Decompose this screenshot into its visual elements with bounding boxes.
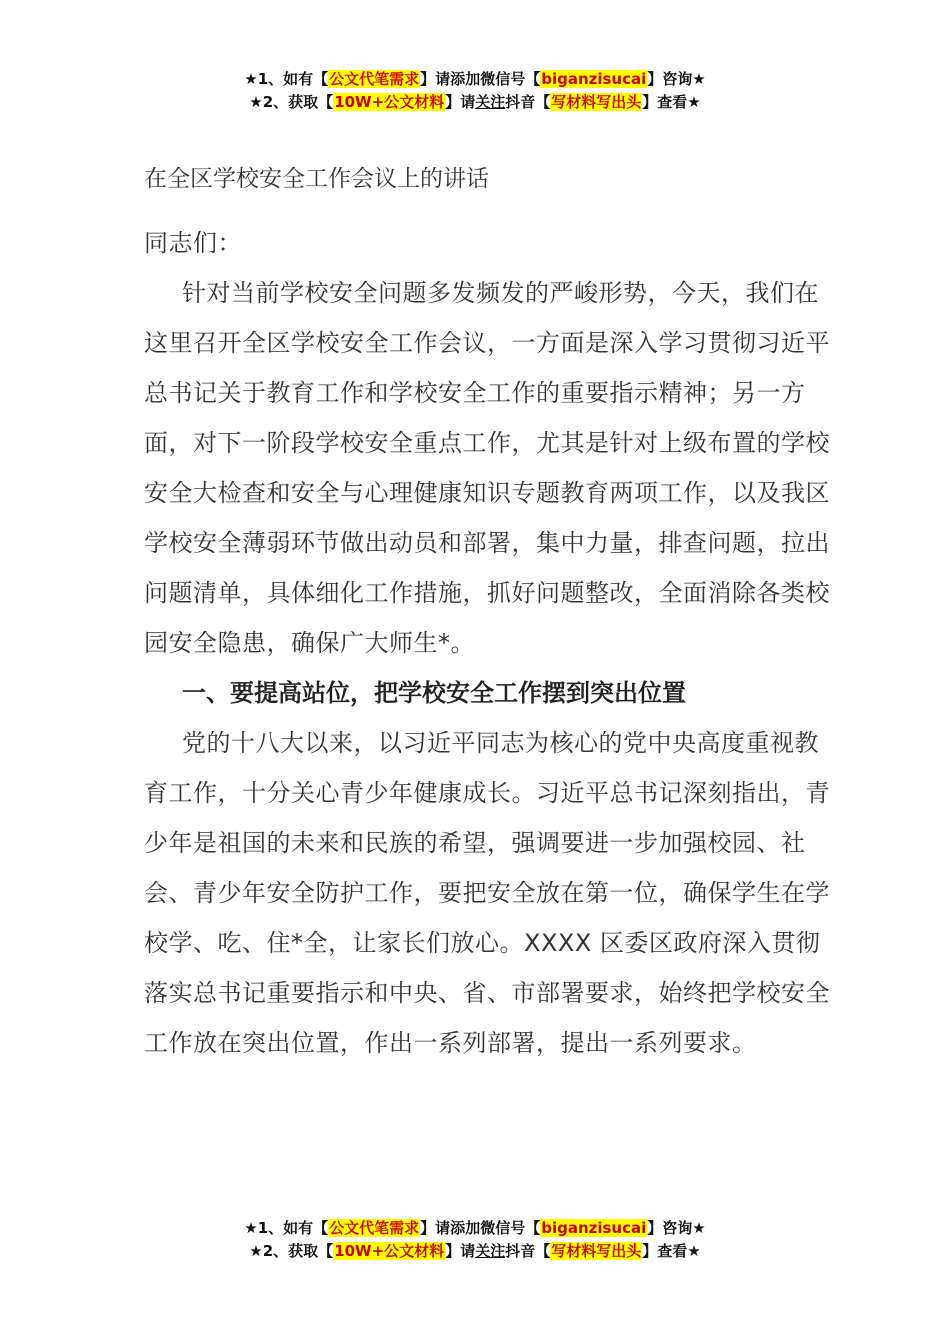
highlight-wechat-id: biganzisucai <box>541 70 647 88</box>
highlight-materials: 10W+公文材料 <box>334 1242 445 1260</box>
document-body <box>144 160 834 1068</box>
highlight-materials: 10W+公文材料 <box>334 93 445 111</box>
highlight-service: 公文代笔需求 <box>329 70 420 88</box>
paragraph-2: 党的十八大以来，以习近平同志为核心的党中央高度重视教育工作，十分关心青少年健康成长。习近平总书记深刻指出，青少年是祖国的未来和民族的希望，强调要进一步加强校园、社会、青少年安全防护工作，要把安全放在第一位，确保学生在学校学、吃、住*全，让家长们放心。XXXX 区委区政府深入贯彻落实总书记重要指示和中央、省、市部署要求，始终把学校安全工作放在突出位置，作出一系列部署，提出一系列要求。 <box>144 729 830 1057</box>
highlight-wechat-id: biganzisucai <box>541 1219 647 1237</box>
banner-line-2: ★2、获取【10W+公文材料】请关注抖音【写材料写出头】查看★ <box>249 93 701 111</box>
salutation: 同志们： <box>144 229 242 257</box>
footer-banner <box>0 1217 950 1263</box>
banner-line-2: ★2、获取【10W+公文材料】请关注抖音【写材料写出头】查看★ <box>249 1242 701 1260</box>
banner-line-1: ★1、如有【公文代笔需求】请添加微信号【biganzisucai】咨询★ <box>244 70 706 88</box>
banner-line-1: ★1、如有【公文代笔需求】请添加微信号【biganzisucai】咨询★ <box>244 1219 706 1237</box>
highlight-douyin-account: 写材料写出头 <box>551 93 642 111</box>
section-heading-1: 一、要提高站位，把学校安全工作摆到突出位置 <box>182 679 686 707</box>
highlight-service: 公文代笔需求 <box>329 1219 420 1237</box>
header-banner <box>0 68 950 114</box>
highlight-douyin-account: 写材料写出头 <box>551 1242 642 1260</box>
paragraph-1: 针对当前学校安全问题多发频发的严峻形势，今天，我们在这里召开全区学校安全工作会议，一方面是深入学习贯彻习近平总书记关于教育工作和学校安全工作的重要指示精神；另一方面，对下一阶段学校安全重点工作，尤其是针对上级布置的学校安全大检查和安全与心理健康知识专题教育两项工作，以及我区学校安全薄弱环节做出动员和部署，集中力量，排查问题，拉出问题清单，具体细化工作措施，抓好问题整改，全面消除各类校园安全隐患，确保广大师生*。 <box>144 279 830 657</box>
document-title: 在全区学校安全工作会议上的讲话 <box>144 166 489 192</box>
